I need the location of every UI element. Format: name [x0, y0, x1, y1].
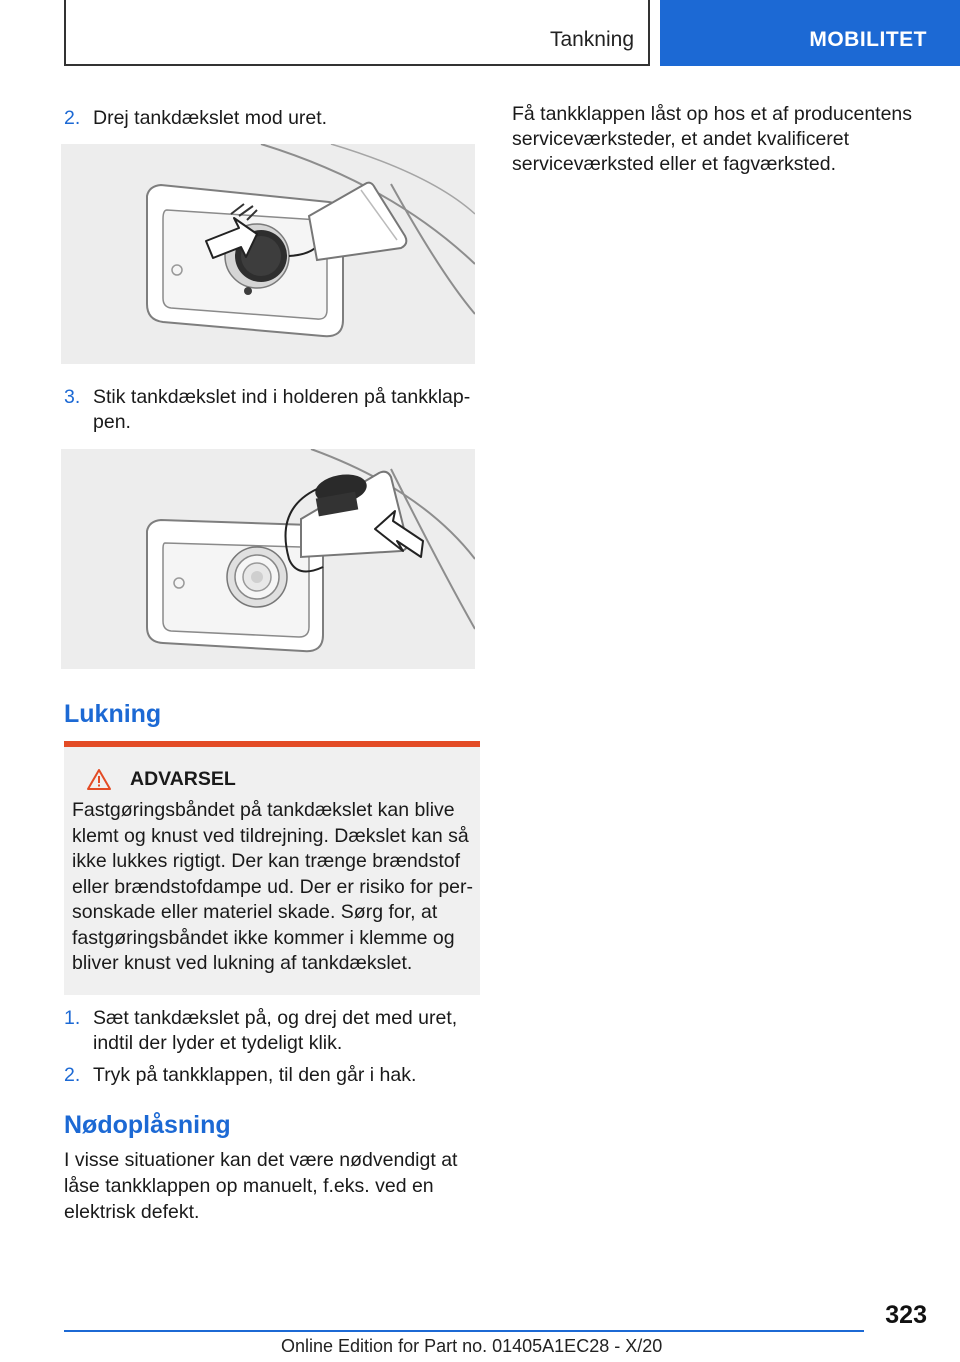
step-item	[64, 106, 480, 131]
fuel-cap-holder-illustration	[61, 449, 475, 669]
step-item	[64, 1006, 480, 1056]
step-number: 2.	[64, 1064, 81, 1086]
page-number: 323	[885, 1301, 927, 1329]
figure-remove-cap	[61, 144, 475, 364]
warning-title: ADVARSEL	[130, 768, 236, 790]
step-item	[64, 385, 480, 435]
step-number: 3.	[64, 386, 81, 408]
section-title: Tankning	[549, 28, 634, 51]
footer-divider	[64, 1330, 864, 1332]
header-section-tab	[64, 0, 650, 66]
step-text: Stik tankdækslet ind i holderen på tankklappen.	[93, 386, 471, 433]
step-text: Sæt tankdækslet på, og drej det med uret, indtil der lyder et tydeligt klik.	[93, 1007, 458, 1054]
heading-nodoplasning: Nødoplåsning	[64, 1111, 231, 1139]
figure-cap-in-holder	[61, 449, 475, 669]
fuel-cap-unscrew-illustration	[61, 144, 475, 364]
chapter-title: MOBILITET	[809, 28, 927, 51]
footer-edition: Online Edition for Part no. 01405A1EC28 - X/20	[281, 1336, 663, 1356]
header-chapter-tab	[660, 0, 960, 66]
warning-box	[64, 741, 480, 995]
heading-lukning: Lukning	[64, 700, 162, 728]
step-item	[64, 1063, 480, 1088]
right-column-text: Få tankklappen låst op hos et af producentens serviceværksteder, et andet kvalificeret serviceværksted eller et fagværksted.	[512, 103, 913, 175]
step-text: Tryk på tankklappen, til den går i hak.	[93, 1064, 417, 1086]
warning-triangle-icon	[86, 768, 112, 791]
warning-text: Fastgøringsbåndet på tankdækslet kan blive klemt og knust ved tildrejning. Dækslet kan så ikke lukkes rigtigt. Der kan trænge brændstof eller brændstofdampe ud. Der er risiko for personskade eller materiel skade. Sørg for, at fastgøringsbåndet ikke kommer i klemme og bliver knust ved lukning af tankdækslet.	[72, 799, 474, 974]
warning-title-row	[72, 767, 474, 792]
step-text: Drej tankdækslet mod uret.	[93, 107, 328, 129]
step-number: 1.	[64, 1007, 81, 1029]
nodoplasning-text: I visse situationer kan det være nødvendigt at låse tankklappen op manuelt, f.eks. ved en elektrisk defekt.	[64, 1149, 458, 1223]
step-number: 2.	[64, 107, 81, 129]
